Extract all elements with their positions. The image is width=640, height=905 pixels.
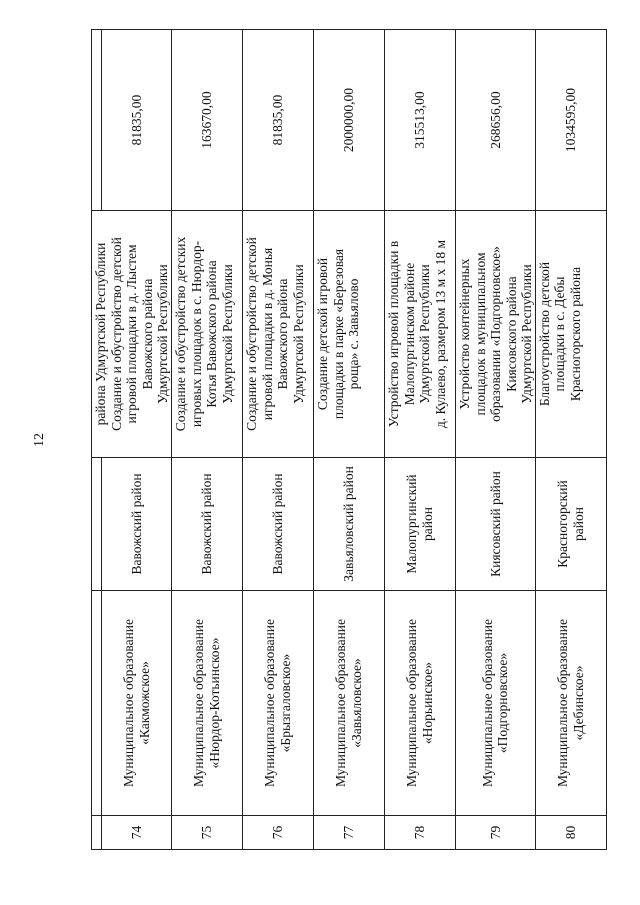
row-description: Устройство контейнерных площадок в муниципальном образовании «Подгорновское» Киясовского района Удмуртской Республики	[456, 211, 536, 458]
row-district: Малопургинский район	[385, 458, 456, 591]
row-amount: 81835,00	[102, 30, 172, 211]
row-amount: 163670,00	[172, 30, 243, 211]
row-description: Создание и обустройство детской игровой площадки в д. Монья Вавожского района Удмуртской Республики	[243, 211, 314, 458]
row-description: Создание и обустройство детских игровых площадок в с. Нюрдор- Котья Вавожского района Удмуртской Республики	[172, 211, 243, 458]
table-top-row	[92, 30, 102, 850]
row-number: 77	[314, 816, 385, 850]
row-description: Создание и обустройство детской игровой площадки в д. Лыстем Вавожского района Удмуртской Республики	[108, 237, 171, 431]
row-amount: 268656,00	[456, 30, 536, 211]
row-number: 78	[385, 816, 456, 850]
row-district: Завьяловский район	[314, 458, 385, 591]
rotated-table-container	[91, 30, 584, 850]
row-number: 79	[456, 816, 536, 850]
row-description: Устройство игровой площадки в Малопургинском районе Удмуртской Республики д. Кулаево, размером 13 м х 18 м	[385, 211, 456, 458]
table-row	[314, 30, 385, 850]
row-municipality: Муниципальное образование «Дебинское»	[535, 591, 606, 816]
carryover-text: района Удмуртской Республики	[93, 242, 108, 426]
row-municipality: Муниципальное образование «Нюрдор-Котьинское»	[172, 591, 243, 816]
row-municipality: Муниципальное образование «Какможское»	[102, 591, 172, 816]
row-district: Красногорский район	[535, 458, 606, 591]
table-row	[456, 30, 536, 850]
row-amount: 2000000,00	[314, 30, 385, 211]
row-amount: 315513,00	[385, 30, 456, 211]
row-number: 76	[243, 816, 314, 850]
row-municipality: Муниципальное образование «Подгорновское»	[456, 591, 536, 816]
table-row	[243, 30, 314, 850]
cell-empty	[92, 816, 102, 850]
carryover-description-cell	[92, 211, 172, 458]
cell-empty	[92, 591, 102, 816]
row-district: Вавожский район	[172, 458, 243, 591]
row-municipality: Муниципальное образование «Брызгаловское»	[243, 591, 314, 816]
row-amount: 1034595,00	[535, 30, 606, 211]
cell-empty	[92, 458, 102, 591]
table-row	[385, 30, 456, 850]
grants-table	[91, 29, 607, 850]
page-number: 12	[32, 433, 47, 447]
table-body	[92, 30, 607, 850]
row-number: 74	[102, 816, 172, 850]
row-number: 75	[172, 816, 243, 850]
row-description: Благоустройство детской площадки в с. Дебы Красногорского района	[535, 211, 606, 458]
table-row	[535, 30, 606, 850]
row-number: 80	[535, 816, 606, 850]
row-municipality: Муниципальное образование «Завьяловское»	[314, 591, 385, 816]
table-row	[172, 30, 243, 850]
row-municipality: Муниципальное образование «Норьинское»	[385, 591, 456, 816]
cell-empty	[92, 30, 102, 211]
row-district: Вавожский район	[243, 458, 314, 591]
row-district: Киясовский район	[456, 458, 536, 591]
row-description: Создание детской игровой площадки в парке «Березовая роща» с. Завьялово	[314, 211, 385, 458]
row-district: Вавожский район	[102, 458, 172, 591]
row-amount: 81835,00	[243, 30, 314, 211]
